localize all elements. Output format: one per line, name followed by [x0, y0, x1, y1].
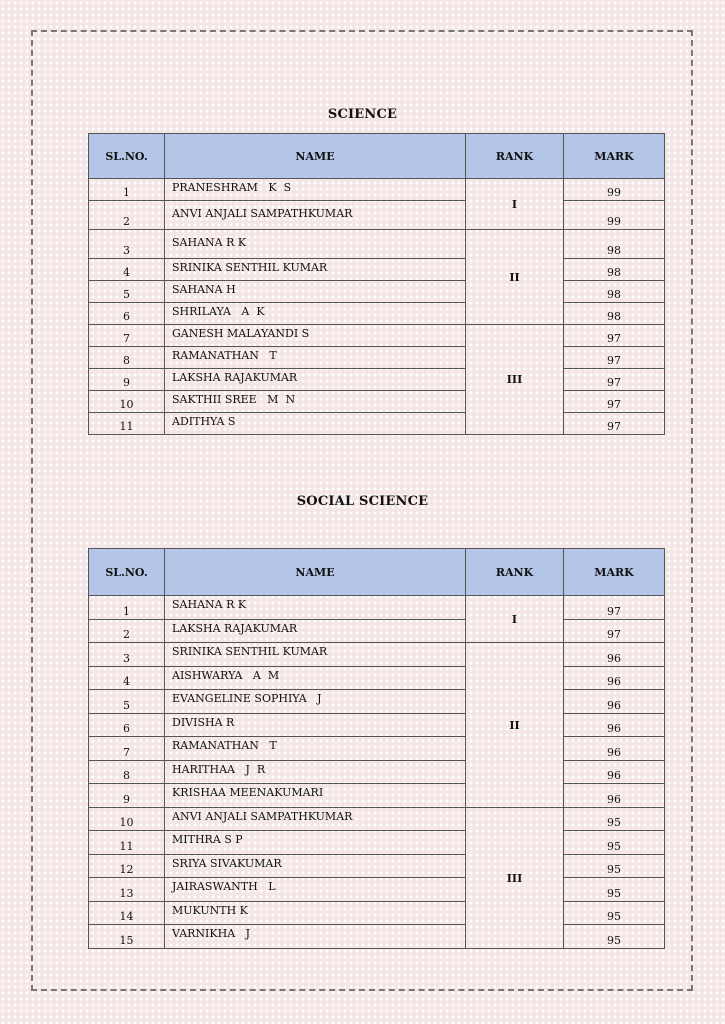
table-row — [89, 761, 665, 784]
row-mark: 98 — [564, 259, 665, 281]
row-slno: 1 — [89, 596, 165, 620]
table-row — [89, 230, 665, 259]
row-mark: 96 — [564, 784, 665, 808]
rank-cell: II — [466, 643, 564, 808]
row-slno: 1 — [89, 179, 165, 201]
table-row — [89, 855, 665, 878]
row-slno: 4 — [89, 259, 165, 281]
row-name: DIVISHA R — [165, 714, 466, 737]
table-row — [89, 281, 665, 303]
row-mark: 97 — [564, 620, 665, 643]
row-slno: 6 — [89, 303, 165, 325]
row-name: SHRILAYA A K — [165, 303, 466, 325]
row-name: RAMANATHAN T — [165, 737, 466, 761]
row-mark: 95 — [564, 902, 665, 925]
row-name: SRINIKA SENTHIL KUMAR — [165, 259, 466, 281]
rank-cell: III — [466, 808, 564, 949]
row-name: SAKTHII SREE M N — [165, 391, 466, 413]
table-row — [89, 831, 665, 855]
row-mark: 96 — [564, 690, 665, 714]
row-name: SRIYA SIVAKUMAR — [165, 855, 466, 878]
table-row — [89, 737, 665, 761]
row-name: KRISHAA MEENAKUMARI — [165, 784, 466, 808]
row-name: ANVI ANJALI SAMPATHKUMAR — [165, 201, 466, 230]
rank-cell: II — [466, 230, 564, 325]
row-name: LAKSHA RAJAKUMAR — [165, 369, 466, 391]
row-name: PRANESHRAM K S — [165, 179, 466, 201]
table-header-row — [89, 134, 665, 179]
table-row — [89, 369, 665, 391]
row-mark: 97 — [564, 413, 665, 435]
header-name: NAME — [165, 549, 466, 596]
row-slno: 13 — [89, 878, 165, 902]
row-slno: 9 — [89, 369, 165, 391]
row-slno: 7 — [89, 325, 165, 347]
table-row — [89, 925, 665, 949]
row-slno: 10 — [89, 391, 165, 413]
row-name: SAHANA R K — [165, 230, 466, 259]
row-mark: 95 — [564, 831, 665, 855]
row-mark: 95 — [564, 855, 665, 878]
row-name: SRINIKA SENTHIL KUMAR — [165, 643, 466, 667]
table-row — [89, 259, 665, 281]
row-name: ADITHYA S — [165, 413, 466, 435]
row-mark: 96 — [564, 643, 665, 667]
row-mark: 97 — [564, 596, 665, 620]
row-mark: 99 — [564, 179, 665, 201]
row-mark: 98 — [564, 230, 665, 259]
row-mark: 96 — [564, 737, 665, 761]
row-mark: 95 — [564, 808, 665, 831]
row-name: VARNIKHA J — [165, 925, 466, 949]
table-row — [89, 784, 665, 808]
table-row — [89, 808, 665, 831]
row-slno: 8 — [89, 761, 165, 784]
row-name: AISHWARYA A M — [165, 667, 466, 690]
rank-cell: I — [466, 596, 564, 643]
row-slno: 2 — [89, 201, 165, 230]
row-slno: 2 — [89, 620, 165, 643]
header-name: NAME — [165, 134, 466, 179]
row-mark: 96 — [564, 761, 665, 784]
row-mark: 96 — [564, 714, 665, 737]
row-mark: 97 — [564, 391, 665, 413]
row-slno: 9 — [89, 784, 165, 808]
rank-cell: III — [466, 325, 564, 435]
row-slno: 11 — [89, 831, 165, 855]
table-row — [89, 714, 665, 737]
row-mark: 98 — [564, 303, 665, 325]
row-name: ANVI ANJALI SAMPATHKUMAR — [165, 808, 466, 831]
table-row — [89, 347, 665, 369]
section-title-social-science: SOCIAL SCIENCE — [296, 494, 429, 509]
social-science-table — [88, 548, 665, 949]
header-rank: RANK — [466, 549, 564, 596]
science-table — [88, 133, 665, 435]
table-header-row — [89, 549, 665, 596]
table-row — [89, 179, 665, 201]
table-row — [89, 303, 665, 325]
table-row — [89, 690, 665, 714]
row-name: SAHANA H — [165, 281, 466, 303]
row-mark: 95 — [564, 878, 665, 902]
table-row — [89, 325, 665, 347]
row-slno: 11 — [89, 413, 165, 435]
row-name: RAMANATHAN T — [165, 347, 466, 369]
table-row — [89, 413, 665, 435]
row-name: SAHANA R K — [165, 596, 466, 620]
rank-cell: I — [466, 179, 564, 230]
row-slno: 5 — [89, 281, 165, 303]
row-slno: 15 — [89, 925, 165, 949]
header-slno: SL.NO. — [89, 134, 165, 179]
table-row — [89, 201, 665, 230]
row-name: HARITHAA J R — [165, 761, 466, 784]
table-row — [89, 643, 665, 667]
row-mark: 97 — [564, 347, 665, 369]
row-mark: 98 — [564, 281, 665, 303]
header-mark: MARK — [564, 549, 665, 596]
row-mark: 95 — [564, 925, 665, 949]
table-row — [89, 902, 665, 925]
row-name: GANESH MALAYANDI S — [165, 325, 466, 347]
row-slno: 7 — [89, 737, 165, 761]
header-slno: SL.NO. — [89, 549, 165, 596]
table-row — [89, 667, 665, 690]
row-slno: 8 — [89, 347, 165, 369]
section-title-science: SCIENCE — [327, 107, 398, 122]
header-mark: MARK — [564, 134, 665, 179]
row-slno: 14 — [89, 902, 165, 925]
row-slno: 3 — [89, 230, 165, 259]
table-row — [89, 620, 665, 643]
row-name: MUKUNTH K — [165, 902, 466, 925]
row-mark: 97 — [564, 369, 665, 391]
row-name: EVANGELINE SOPHIYA J — [165, 690, 466, 714]
row-slno: 5 — [89, 690, 165, 714]
header-rank: RANK — [466, 134, 564, 179]
row-name: LAKSHA RAJAKUMAR — [165, 620, 466, 643]
table-row — [89, 391, 665, 413]
row-slno: 6 — [89, 714, 165, 737]
row-name: MITHRA S P — [165, 831, 466, 855]
row-slno: 12 — [89, 855, 165, 878]
row-mark: 96 — [564, 667, 665, 690]
table-row — [89, 596, 665, 620]
row-mark: 99 — [564, 201, 665, 230]
row-slno: 3 — [89, 643, 165, 667]
row-name: JAIRASWANTH L — [165, 878, 466, 902]
table-row — [89, 878, 665, 902]
row-slno: 4 — [89, 667, 165, 690]
row-mark: 97 — [564, 325, 665, 347]
row-slno: 10 — [89, 808, 165, 831]
